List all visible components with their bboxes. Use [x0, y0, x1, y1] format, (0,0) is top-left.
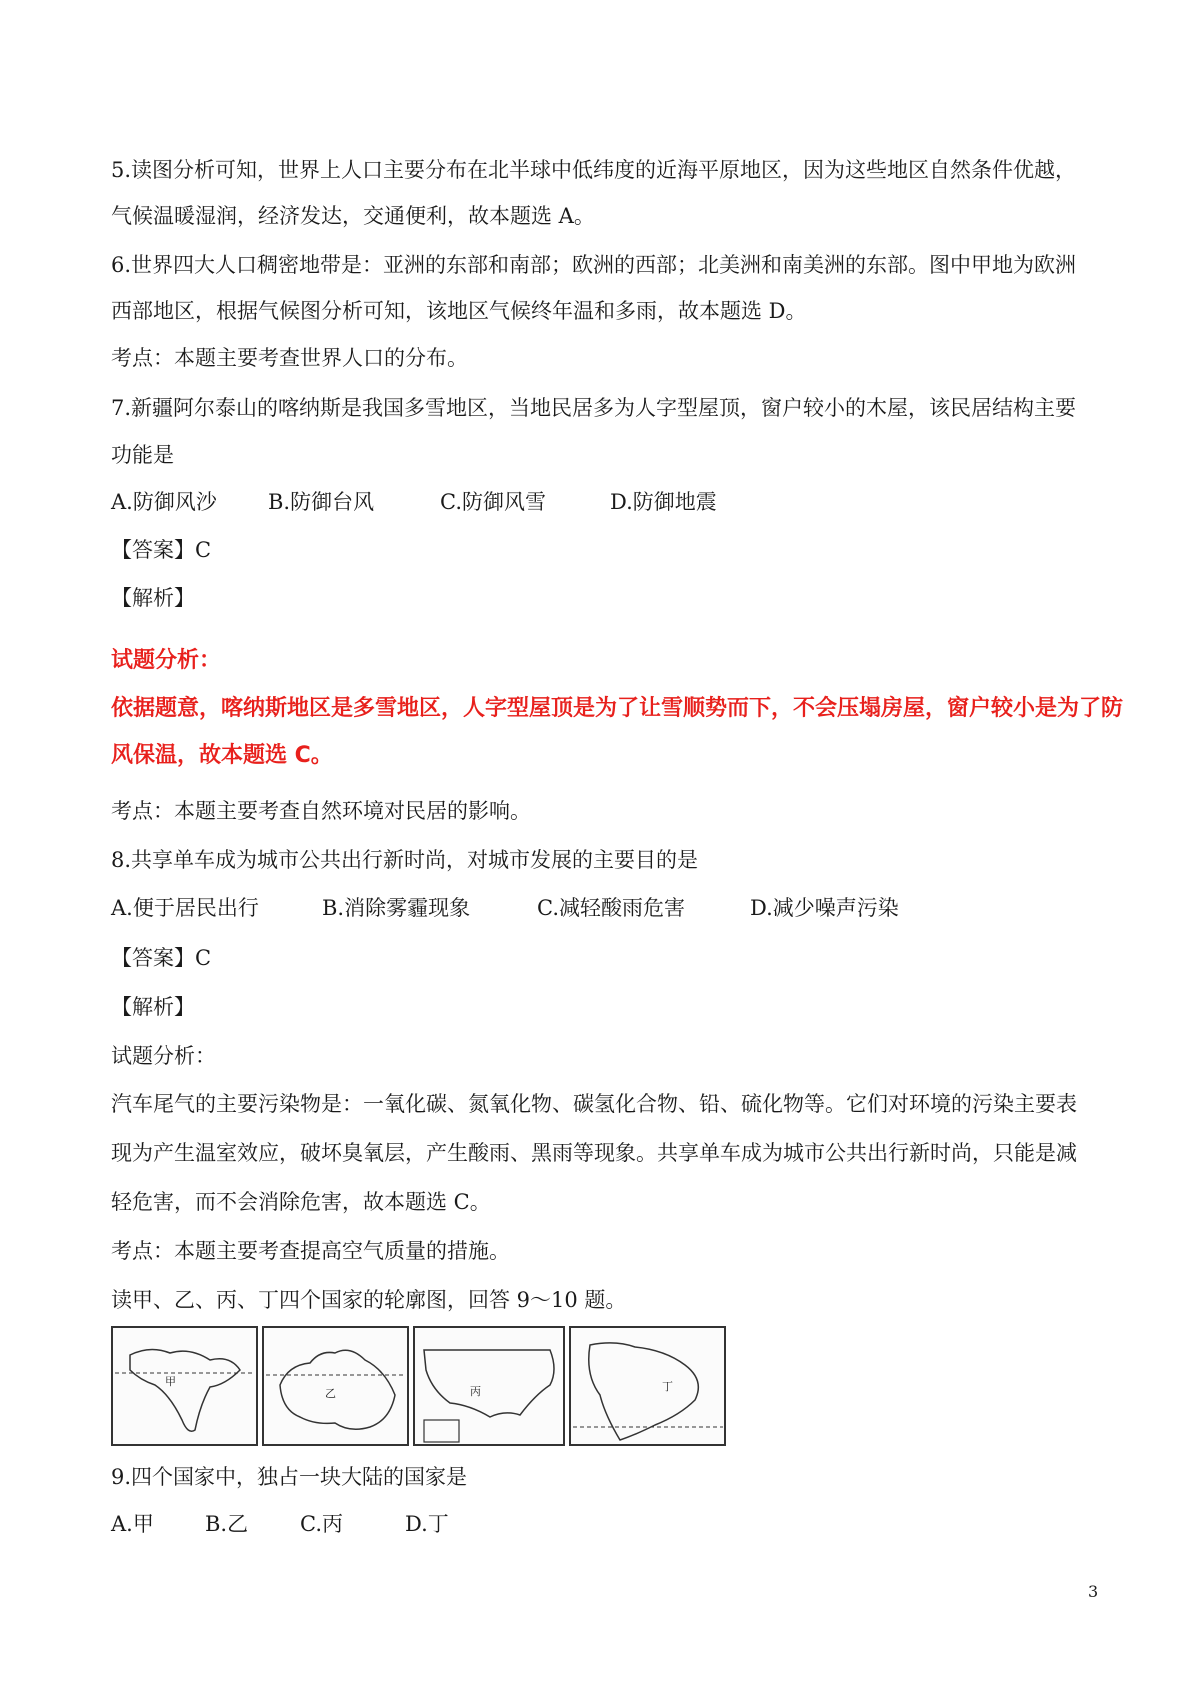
q7-option-a: A.防御风沙: [111, 490, 217, 514]
text-line: 6.世界四大人口稠密地带是：亚洲的东部和南部；欧洲的西部；北美洲和南美洲的东部。图中甲地为欧洲: [111, 253, 1077, 277]
question-7-stem-cont: 功能是: [111, 443, 174, 467]
question-9-stem: 9.四个国家中，独占一块大陆的国家是: [111, 1465, 468, 1489]
q8-analysis-title: 试题分析：: [111, 1044, 216, 1068]
q8-option-d: D.减少噪声污染: [750, 896, 899, 920]
map-yi: [263, 1327, 408, 1445]
text-line: 气候温暖湿润，经济发达，交通便利，故本题选 A。: [111, 204, 595, 228]
q8-key-point: 考点：本题主要考查提高空气质量的措施。: [111, 1239, 510, 1263]
text-line: 5.读图分析可知，世界上人口主要分布在北半球中低纬度的近海平原地区，因为这些地区自然条件优越，: [111, 158, 1077, 182]
q7-answer: 【答案】C: [111, 538, 212, 562]
map-label-ding: 丁: [662, 1380, 673, 1393]
q9-option-d: D.丁: [405, 1512, 449, 1536]
q7-option-d: D.防御地震: [610, 490, 717, 514]
q7-analysis-heading: 【解析】: [111, 586, 195, 610]
q7-red-analysis-line: 风保温，故本题选 C。: [111, 743, 333, 768]
q7-red-analysis-line: 依据题意，喀纳斯地区是多雪地区，人字型屋顶是为了让雪顺势而下，不会压塌房屋，窗户较小是为了防: [111, 696, 1124, 721]
q8-analysis-heading: 【解析】: [111, 995, 195, 1019]
q7-option-b: B.防御台风: [268, 490, 375, 514]
q7-key-point: 考点：本题主要考查自然环境对民居的影响。: [111, 799, 531, 823]
question-7-stem: 7.新疆阿尔泰山的喀纳斯是我国多雪地区，当地民居多为人字型屋顶，窗户较小的木屋，该民居结构主要: [111, 396, 1077, 420]
text-line: 西部地区，根据气候图分析可知，该地区气候终年温和多雨，故本题选 D。: [111, 299, 807, 323]
q8-option-b: B.消除雾霾现象: [322, 896, 471, 920]
key-point-line: 考点：本题主要考查世界人口的分布。: [111, 346, 468, 370]
q9-option-a: A.甲: [111, 1512, 154, 1536]
q8-analysis-line: 现为产生温室效应，破坏臭氧层，产生酸雨、黑雨等现象。共享单车成为城市公共出行新时尚，只能是减: [111, 1141, 1077, 1165]
q8-option-a: A.便于居民出行: [111, 896, 259, 920]
q7-red-analysis-title: 试题分析：: [111, 648, 222, 673]
page-number: 3: [1088, 1582, 1099, 1601]
q7-option-c: C.防御风雪: [440, 490, 546, 514]
map-jia: [112, 1327, 257, 1445]
map-label-jia: 甲: [165, 1375, 176, 1388]
map-instructions: 读甲、乙、丙、丁四个国家的轮廓图，回答 9～10 题。: [111, 1288, 627, 1312]
q8-analysis-line: 轻危害，而不会消除危害，故本题选 C。: [111, 1190, 491, 1214]
map-label-bing: 丙: [470, 1385, 481, 1398]
q8-analysis-line: 汽车尾气的主要污染物是：一氧化碳、氮氧化物、碳氢化合物、铅、硫化物等。它们对环境的污染主要表: [111, 1092, 1077, 1116]
map-ding: [570, 1327, 725, 1445]
map-bing: [414, 1327, 564, 1445]
q9-option-b: B.乙: [205, 1512, 249, 1536]
map-label-yi: 乙: [325, 1387, 336, 1400]
country-outline-maps: [110, 1325, 728, 1450]
q8-answer: 【答案】C: [111, 946, 212, 970]
question-8-stem: 8.共享单车成为城市公共出行新时尚，对城市发展的主要目的是: [111, 848, 699, 872]
q9-option-c: C.丙: [300, 1512, 343, 1536]
q8-option-c: C.减轻酸雨危害: [537, 896, 685, 920]
